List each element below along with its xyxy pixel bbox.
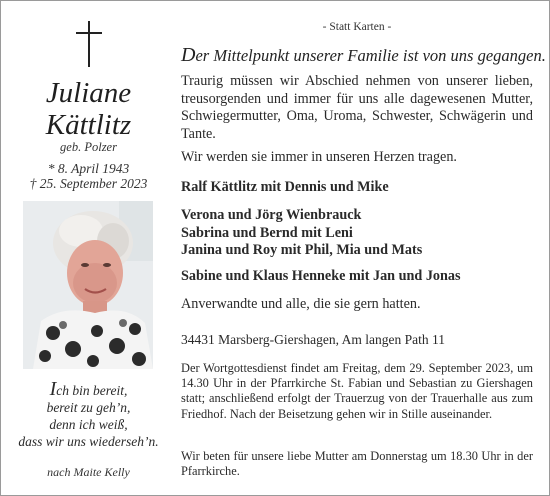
deceased-last-name: Kättlitz [45,109,132,141]
family-member: Janina und Roy mit Phil, Mia und Mats [181,242,423,258]
motto-initial: D [181,44,196,66]
family-address: 34431 Marsberg-Giershagen, Am langen Path 11 [181,332,445,347]
family-member: Verona und Jörg Wienbrauck [181,207,362,223]
service-details: Der Wortgottesdienst findet am Freitag, dem 29. September 2023, um 14.30 Uhr in der Pfarrkirche St. Fabian und Sebastian zu Giershagen statt; anschließend erfolgt der Trauerzug von der Trauerhalle aus zum Friedhof. Nach der Beisetzung gehen wir in Stille auseinander. [181,361,533,421]
death-date: † 25. September 2023 [29,176,148,191]
family-group-1 [181,179,533,197]
prayer-details: Wir beten für unsere liebe Mutter am Donnerstag um 18.30 Uhr in der Pfarrkirche. [181,449,533,479]
family-member: Ralf Kättlitz mit Dennis und Mike [181,179,389,195]
poem-line-2: bereit zu geh’n, [46,400,131,415]
remembrance-line: Wir werden sie immer in unseren Herzen tragen. [181,149,457,165]
poem-initial: I [49,378,57,400]
family-group-3 [181,268,533,286]
poem [1,378,176,450]
poem-line-4: dass wir uns wiederseh’n. [18,434,159,449]
maiden-name: geb. Polzer [60,140,117,154]
motto-line [181,44,546,67]
portrait-photo [23,201,153,369]
statt-karten-note: - Statt Karten - [322,21,392,33]
family-member: Sabine und Klaus Henneke mit Jan und Jonas [181,268,461,284]
family-member: Sabrina und Bernd mit Leni [181,224,353,241]
cross-icon [76,21,102,67]
relatives-line: Anverwandte und alle, die sie gern hatten. [181,296,421,312]
motto-text: er Mittelpunkt unserer Familie ist von uns gegangen. [195,46,546,65]
deceased-first-name: Juliane [45,77,132,109]
poem-line-3: denn ich weiß, [49,417,128,432]
left-column [1,1,171,495]
poem-line-1: ch bin bereit, [56,383,128,398]
family-group-2 [181,207,533,260]
birth-date: * 8. April 1943 [47,161,130,176]
poem-author: nach Maite Kelly [47,465,130,479]
farewell-paragraph: Traurig müssen wir Abschied nehmen von unserer lieben, treusorgenden und immer für uns alle dagewesenen Mutter, Schwiegermutter, Oma, Uroma, Schwester, Schwägerin und Tante. [181,73,533,142]
